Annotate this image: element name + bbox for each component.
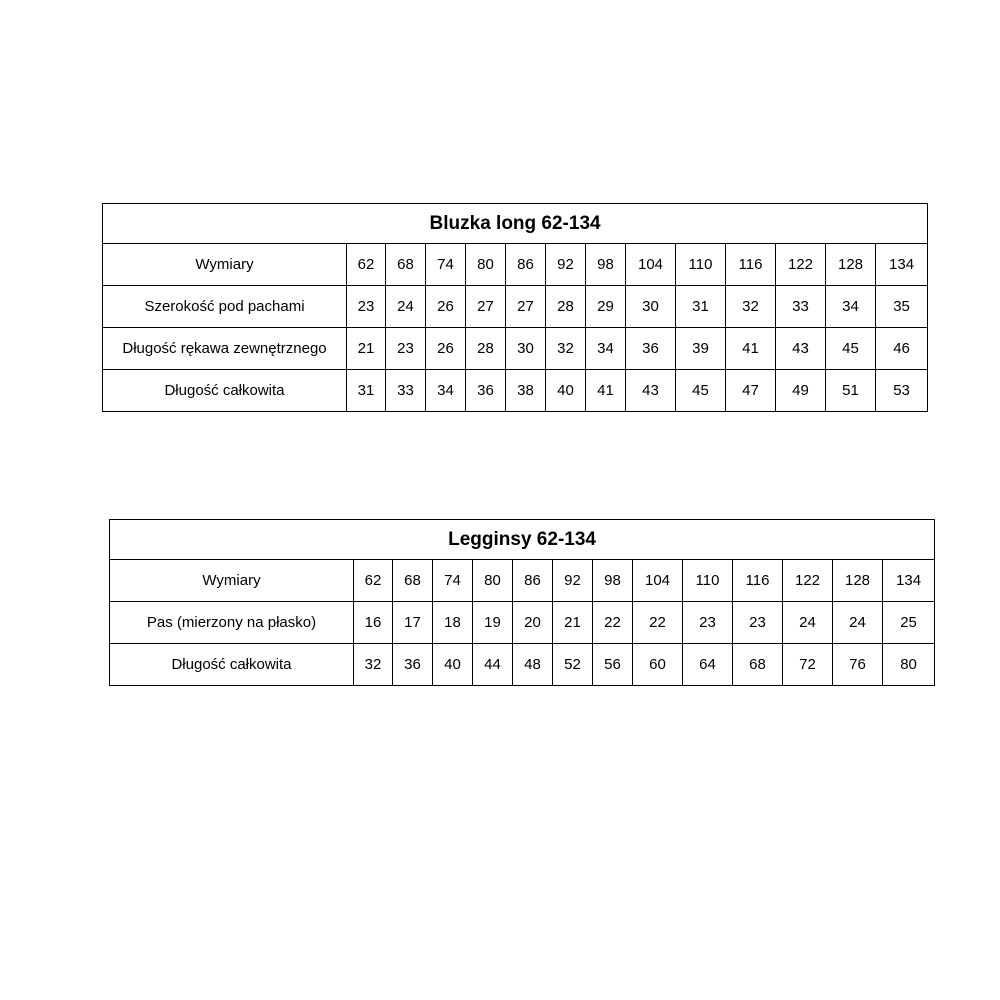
table-cell: 68 bbox=[393, 560, 433, 602]
table-cell: 68 bbox=[733, 644, 783, 686]
table-cell: 122 bbox=[776, 244, 826, 286]
row-label: Wymiary bbox=[103, 244, 347, 286]
table-cell: 74 bbox=[433, 560, 473, 602]
table-cell: 128 bbox=[826, 244, 876, 286]
table-cell: 23 bbox=[683, 602, 733, 644]
table-cell: 43 bbox=[626, 370, 676, 412]
table-cell: 86 bbox=[506, 244, 546, 286]
table-cell: 116 bbox=[733, 560, 783, 602]
table-cell: 76 bbox=[833, 644, 883, 686]
table-cell: 51 bbox=[826, 370, 876, 412]
table-cell: 29 bbox=[586, 286, 626, 328]
table-cell: 34 bbox=[826, 286, 876, 328]
table-cell: 98 bbox=[586, 244, 626, 286]
table-row bbox=[110, 644, 935, 686]
table-cell: 23 bbox=[386, 328, 426, 370]
table-cell: 74 bbox=[426, 244, 466, 286]
table-cell: 32 bbox=[546, 328, 586, 370]
table-cell: 16 bbox=[354, 602, 393, 644]
table-cell: 39 bbox=[676, 328, 726, 370]
table-cell: 19 bbox=[473, 602, 513, 644]
table-cell: 64 bbox=[683, 644, 733, 686]
row-label: Wymiary bbox=[110, 560, 354, 602]
table-cell: 28 bbox=[466, 328, 506, 370]
table-cell: 80 bbox=[466, 244, 506, 286]
table-cell: 32 bbox=[354, 644, 393, 686]
table-cell: 134 bbox=[876, 244, 928, 286]
table-cell: 33 bbox=[776, 286, 826, 328]
table-cell: 31 bbox=[347, 370, 386, 412]
table-cell: 36 bbox=[466, 370, 506, 412]
size-table-bluzka bbox=[102, 203, 928, 412]
size-table-legginsy bbox=[109, 519, 935, 686]
table-cell: 28 bbox=[546, 286, 586, 328]
table-cell: 40 bbox=[433, 644, 473, 686]
table-cell: 27 bbox=[506, 286, 546, 328]
table-cell: 45 bbox=[676, 370, 726, 412]
table-cell: 60 bbox=[633, 644, 683, 686]
table-cell: 92 bbox=[546, 244, 586, 286]
table-cell: 41 bbox=[726, 328, 776, 370]
table-cell: 36 bbox=[626, 328, 676, 370]
table-cell: 45 bbox=[826, 328, 876, 370]
table-cell: 23 bbox=[347, 286, 386, 328]
row-label: Długość całkowita bbox=[103, 370, 347, 412]
table-title-row bbox=[110, 520, 935, 560]
table-cell: 122 bbox=[783, 560, 833, 602]
table-row bbox=[103, 370, 928, 412]
table-cell: 41 bbox=[586, 370, 626, 412]
table-cell: 25 bbox=[883, 602, 935, 644]
table-title: Bluzka long 62-134 bbox=[103, 204, 928, 244]
table-cell: 44 bbox=[473, 644, 513, 686]
table-cell: 128 bbox=[833, 560, 883, 602]
table-cell: 17 bbox=[393, 602, 433, 644]
table-cell: 46 bbox=[876, 328, 928, 370]
table-cell: 21 bbox=[347, 328, 386, 370]
table-cell: 116 bbox=[726, 244, 776, 286]
table-cell: 80 bbox=[473, 560, 513, 602]
table-row bbox=[103, 244, 928, 286]
table-row bbox=[110, 602, 935, 644]
table-cell: 80 bbox=[883, 644, 935, 686]
table-cell: 22 bbox=[593, 602, 633, 644]
table-cell: 53 bbox=[876, 370, 928, 412]
table-cell: 32 bbox=[726, 286, 776, 328]
table-cell: 30 bbox=[626, 286, 676, 328]
table-cell: 21 bbox=[553, 602, 593, 644]
table-cell: 47 bbox=[726, 370, 776, 412]
table-cell: 38 bbox=[506, 370, 546, 412]
table-cell: 40 bbox=[546, 370, 586, 412]
table-cell: 23 bbox=[733, 602, 783, 644]
table-cell: 24 bbox=[783, 602, 833, 644]
table-cell: 134 bbox=[883, 560, 935, 602]
table-cell: 110 bbox=[676, 244, 726, 286]
table-cell: 86 bbox=[513, 560, 553, 602]
table-cell: 27 bbox=[466, 286, 506, 328]
table-cell: 110 bbox=[683, 560, 733, 602]
table-title-row bbox=[103, 204, 928, 244]
row-label: Szerokość pod pachami bbox=[103, 286, 347, 328]
table-cell: 72 bbox=[783, 644, 833, 686]
table-cell: 30 bbox=[506, 328, 546, 370]
row-label: Pas (mierzony na płasko) bbox=[110, 602, 354, 644]
table-cell: 31 bbox=[676, 286, 726, 328]
table-cell: 52 bbox=[553, 644, 593, 686]
row-label: Długość rękawa zewnętrznego bbox=[103, 328, 347, 370]
table-title: Legginsy 62-134 bbox=[110, 520, 935, 560]
table-cell: 33 bbox=[386, 370, 426, 412]
table-cell: 35 bbox=[876, 286, 928, 328]
table-cell: 56 bbox=[593, 644, 633, 686]
table-cell: 34 bbox=[586, 328, 626, 370]
table-cell: 49 bbox=[776, 370, 826, 412]
row-label: Długość całkowita bbox=[110, 644, 354, 686]
table-cell: 20 bbox=[513, 602, 553, 644]
table-cell: 62 bbox=[354, 560, 393, 602]
table-cell: 62 bbox=[347, 244, 386, 286]
table-cell: 104 bbox=[626, 244, 676, 286]
table-cell: 48 bbox=[513, 644, 553, 686]
table-cell: 26 bbox=[426, 328, 466, 370]
table-cell: 22 bbox=[633, 602, 683, 644]
table-cell: 98 bbox=[593, 560, 633, 602]
table-row bbox=[110, 560, 935, 602]
table-cell: 104 bbox=[633, 560, 683, 602]
table-row bbox=[103, 286, 928, 328]
table-cell: 18 bbox=[433, 602, 473, 644]
table-cell: 24 bbox=[833, 602, 883, 644]
table-cell: 36 bbox=[393, 644, 433, 686]
table-cell: 43 bbox=[776, 328, 826, 370]
table-cell: 24 bbox=[386, 286, 426, 328]
table-cell: 92 bbox=[553, 560, 593, 602]
table-cell: 34 bbox=[426, 370, 466, 412]
table-cell: 68 bbox=[386, 244, 426, 286]
table-cell: 26 bbox=[426, 286, 466, 328]
table-row bbox=[103, 328, 928, 370]
